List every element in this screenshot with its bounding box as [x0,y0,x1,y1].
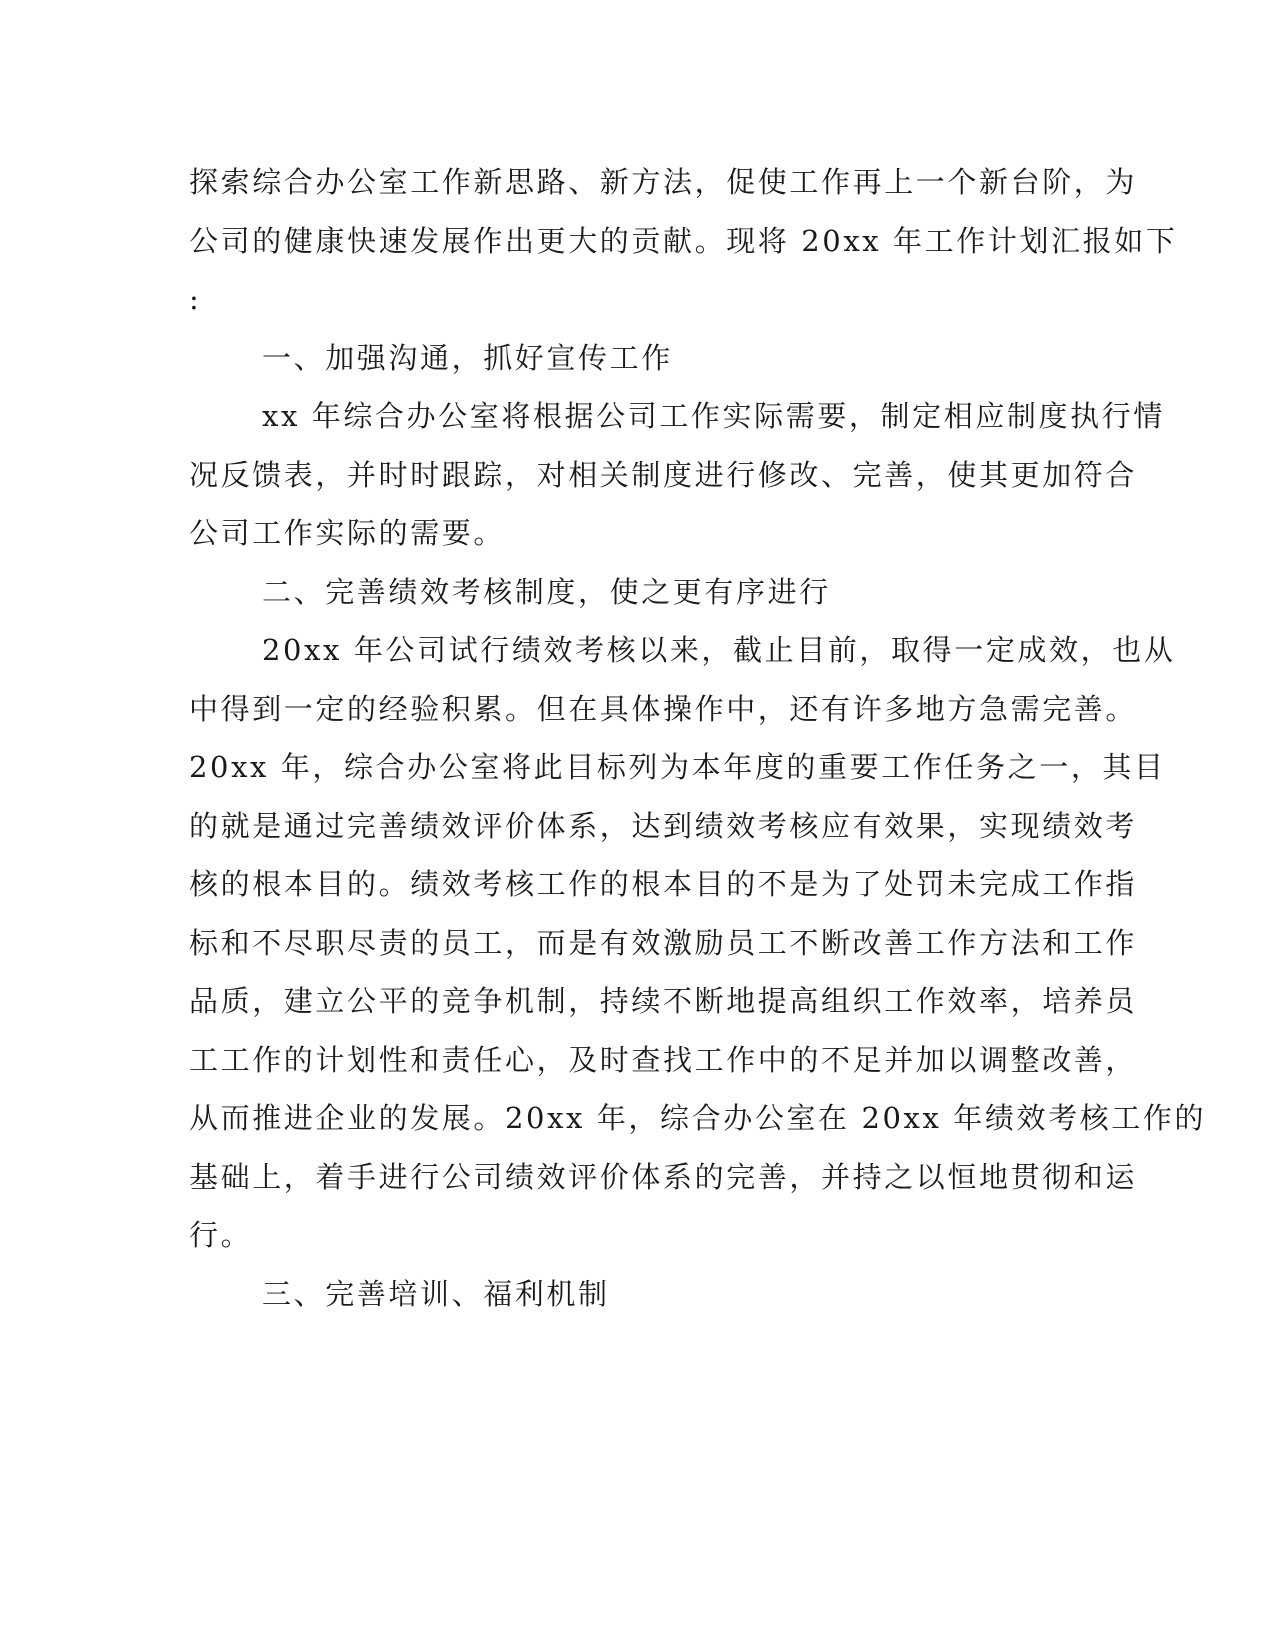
body-line-3: : [189,282,202,316]
body-line-11: 20xx 年，综合办公室将此目标列为本年度的重要工作任务之一，其目 [189,750,1166,784]
body-line-13: 核的根本目的。绩效考核工作的根本目的不是为了处罚未完成工作指 [189,867,1138,901]
body-line-19: 行。 [189,1218,253,1252]
section-heading-2: 二、完善绩效考核制度，使之更有序进行 [262,575,831,609]
body-line-14: 标和不尽职尽责的员工，而是有效激励员工不断改善工作方法和工作 [189,926,1138,960]
body-line-15: 品质，建立公平的竞争机制，持续不断地提高组织工作效率，培养员 [189,984,1138,1018]
body-line-5: xx 年综合办公室将根据公司工作实际需要，制定相应制度执行情 [262,399,1165,433]
body-line-1: 探索综合办公室工作新思路、新方法，促使工作再上一个新台阶，为 [189,165,1138,199]
body-line-18: 基础上，着手进行公司绩效评价体系的完善，并持之以恒地贯彻和运 [189,1160,1138,1194]
body-line-10: 中得到一定的经验积累。但在具体操作中，还有许多地方急需完善。 [189,692,1138,726]
body-line-16: 工工作的计划性和责任心，及时查找工作中的不足并加以调整改善， [189,1043,1138,1077]
body-line-12: 的就是通过完善绩效评价体系，达到绩效考核应有效果，实现绩效考 [189,809,1138,843]
body-line-17: 从而推进企业的发展。20xx 年，综合办公室在 20xx 年绩效考核工作的 [189,1101,1207,1135]
section-heading-1: 一、加强沟通，抓好宣传工作 [262,341,673,375]
body-line-9: 20xx 年公司试行绩效考核以来，截止目前，取得一定成效，也从 [262,633,1176,667]
body-line-6: 况反馈表，并时时跟踪，对相关制度进行修改、完善，使其更加符合 [189,458,1138,492]
body-line-2: 公司的健康快速发展作出更大的贡献。现将 20xx 年工作计划汇报如下 [189,224,1178,258]
section-heading-3: 三、完善培训、福利机制 [262,1277,610,1311]
body-line-7: 公司工作实际的需要。 [189,516,506,550]
